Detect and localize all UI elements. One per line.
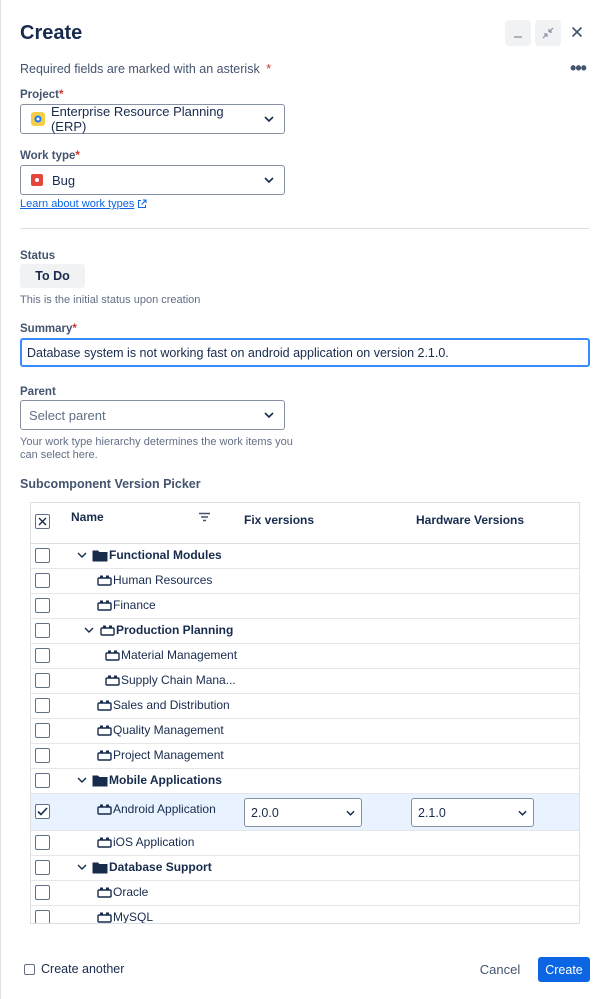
folder-icon (92, 548, 108, 562)
component-icon (96, 748, 112, 762)
cancel-button[interactable]: Cancel (479, 962, 521, 977)
chevron-down-icon (262, 112, 276, 126)
row-checkbox[interactable] (35, 623, 50, 638)
row-checkbox[interactable] (35, 835, 50, 850)
table-row[interactable] (31, 594, 580, 619)
column-header-fix-versions: Fix versions (244, 513, 315, 527)
row-checkbox[interactable] (35, 910, 50, 924)
required-note (20, 62, 271, 76)
row-checkbox[interactable] (35, 698, 50, 713)
table-row[interactable] (31, 769, 580, 794)
summary-required-asterisk: * (72, 323, 77, 335)
row-name: Supply Chain Mana... (121, 673, 236, 687)
project-label (20, 89, 63, 101)
table-row[interactable] (31, 906, 580, 924)
required-asterisk: * (266, 62, 272, 76)
table-row[interactable] (31, 544, 580, 569)
project-icon (31, 112, 45, 126)
component-icon (96, 802, 112, 816)
work-type-required-asterisk: * (75, 150, 80, 162)
row-checkbox[interactable] (35, 773, 50, 788)
row-name: Database Support (109, 860, 212, 874)
create-button[interactable]: Create (538, 957, 590, 982)
external-link-icon (137, 199, 147, 209)
component-icon (99, 623, 115, 637)
create-another-checkbox[interactable] (24, 964, 35, 975)
select-all-checkbox[interactable] (35, 514, 50, 529)
chevron-down-icon[interactable] (76, 861, 88, 873)
picker-title: Subcomponent Version Picker (20, 477, 201, 491)
table-row[interactable] (31, 669, 580, 694)
component-icon (96, 910, 112, 924)
chevron-down-icon (518, 810, 527, 816)
chevron-down-icon[interactable] (76, 549, 88, 561)
component-icon (96, 723, 112, 737)
row-checkbox[interactable] (35, 885, 50, 900)
component-icon (96, 598, 112, 612)
checkmark-icon (37, 807, 48, 816)
component-icon (96, 698, 112, 712)
row-checkbox[interactable] (35, 860, 50, 875)
row-name: Production Planning (116, 623, 234, 637)
row-name: Quality Management (113, 723, 224, 737)
section-divider (20, 228, 589, 229)
folder-icon (92, 860, 108, 874)
table-row[interactable] (31, 831, 580, 856)
folder-icon (92, 773, 108, 787)
required-note-text: Required fields are marked with an asterisk (20, 62, 260, 76)
row-name: Finance (113, 598, 156, 612)
row-checkbox[interactable] (35, 673, 50, 688)
row-name: Functional Modules (109, 548, 222, 562)
row-checkbox[interactable] (35, 648, 50, 663)
work-type-label-text: Work type (20, 150, 76, 162)
row-name: Project Management (113, 748, 224, 762)
component-icon (104, 673, 120, 687)
component-icon (96, 573, 112, 587)
subcomponent-table[interactable] (30, 502, 580, 924)
table-row[interactable] (31, 619, 580, 644)
table-row-selected[interactable] (31, 794, 580, 831)
table-row[interactable] (31, 644, 580, 669)
close-icon (571, 26, 583, 38)
parent-label: Parent (20, 386, 56, 398)
chevron-down-icon (262, 408, 276, 422)
table-row[interactable] (31, 694, 580, 719)
learn-work-types-link[interactable] (20, 198, 147, 210)
project-value: Enterprise Resource Planning (ERP) (50, 104, 224, 134)
minimize-icon (512, 27, 524, 39)
table-row[interactable] (31, 744, 580, 769)
work-type-select[interactable] (20, 165, 285, 195)
table-row[interactable] (31, 719, 580, 744)
project-label-text: Project (20, 89, 59, 101)
status-label: Status (20, 250, 56, 262)
table-row[interactable] (31, 881, 580, 906)
status-helper-text: This is the initial status upon creation (20, 294, 201, 306)
fix-version-value: 2.0.0 (251, 805, 279, 820)
work-type-value: Bug (52, 172, 76, 188)
summary-value: Database system is not working fast on android application on version 2.1.0. (27, 345, 449, 360)
row-checkbox[interactable] (35, 598, 50, 613)
table-row[interactable] (31, 569, 580, 594)
hardware-version-select[interactable] (411, 798, 534, 827)
project-select[interactable] (20, 104, 285, 134)
component-icon (96, 885, 112, 899)
more-actions-button[interactable]: ••• (570, 57, 586, 78)
chevron-down-icon (346, 810, 355, 816)
filter-icon[interactable] (198, 509, 211, 525)
summary-label-text: Summary (20, 323, 73, 335)
row-name: Sales and Distribution (113, 698, 230, 712)
fix-version-select[interactable] (244, 798, 362, 827)
row-checkbox-checked[interactable] (35, 804, 50, 819)
minimize-button[interactable] (505, 20, 531, 46)
work-type-label (20, 150, 80, 162)
chevron-down-icon[interactable] (83, 624, 95, 636)
row-checkbox[interactable] (35, 723, 50, 738)
table-row[interactable] (31, 856, 580, 881)
learn-work-types-text: Learn about work types (20, 198, 135, 210)
parent-placeholder: Select parent (29, 407, 106, 423)
summary-label (20, 323, 77, 335)
collapse-button[interactable] (535, 20, 561, 46)
column-header-name: Name (71, 510, 104, 524)
parent-select[interactable] (20, 400, 285, 430)
collapse-icon (542, 27, 554, 39)
row-name: iOS Application (113, 835, 195, 849)
indeterminate-x-icon (38, 517, 47, 526)
row-name: Android Application (113, 802, 216, 816)
chevron-down-icon (262, 173, 276, 187)
column-header-hardware-versions: Hardware Versions (416, 513, 525, 527)
chevron-down-icon[interactable] (76, 774, 88, 786)
row-checkbox[interactable] (35, 548, 50, 563)
row-checkbox[interactable] (35, 573, 50, 588)
project-required-asterisk: * (59, 89, 64, 101)
row-name: Material Management (121, 648, 238, 662)
component-icon (96, 835, 112, 849)
table-header (31, 503, 580, 544)
hardware-version-value: 2.1.0 (418, 805, 446, 820)
component-icon (104, 648, 120, 662)
summary-input[interactable] (20, 338, 590, 367)
dialog-title: Create (20, 22, 83, 44)
parent-helper-text: Your work type hierarchy determines the work items you can select here. (20, 436, 293, 461)
row-name: MySQL (113, 910, 154, 924)
bug-icon (31, 174, 43, 186)
row-name: Human Resources (113, 573, 213, 587)
row-name: Mobile Applications (109, 773, 222, 787)
row-name: Oracle (113, 885, 149, 899)
row-checkbox[interactable] (35, 748, 50, 763)
create-another-label[interactable]: Create another (41, 962, 125, 976)
status-button[interactable]: To Do (20, 264, 85, 288)
close-button[interactable] (564, 19, 590, 45)
